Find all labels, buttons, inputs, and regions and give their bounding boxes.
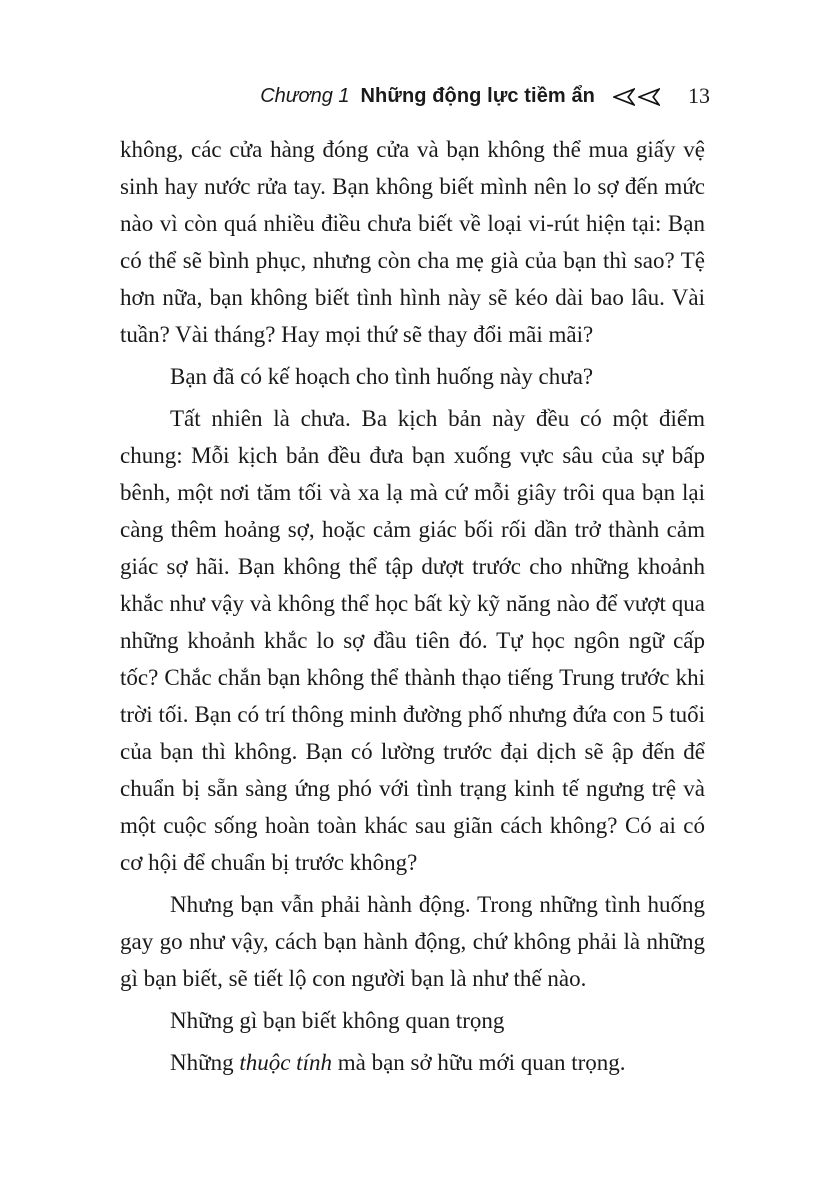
- text-run: Những: [170, 1050, 240, 1075]
- page-header: [260, 84, 710, 108]
- body-paragraph: Tất nhiên là chưa. Ba kịch bản này đều có một điểm chung: Mỗi kịch bản đều đưa bạn xuống vực sâu của sự bấp bênh, một nơi tăm tối và xa lạ mà cứ mỗi giây trôi qua bạn lại càng thêm hoảng sợ, hoặc cảm giác bối rối dần trở thành cảm giác sợ hãi. Bạn không thể tập dượt trước cho những khoảnh khắc như vậy và không thể học bất kỳ kỹ năng nào để vượt qua những khoảnh khắc lo sợ đầu tiên đó. Tự học ngôn ngữ cấp tốc? Chắc chắn bạn không thể thành thạo tiếng Trung trước khi trời tối. Bạn có trí thông minh đường phố nhưng đứa con 5 tuổi của bạn thì không. Bạn có lường trước đại dịch sẽ ập đến để chuẩn bị sẵn sàng ứng phó với tình trạng kinh tế ngưng trệ và một cuộc sống hoàn toàn khác sau giãn cách không? Có ai có cơ hội để chuẩn bị trước không?: [120, 406, 705, 875]
- italic-text-run: thuộc tính: [239, 1050, 332, 1075]
- body-paragraph: Bạn đã có kế hoạch cho tình huống này chưa?: [170, 364, 594, 389]
- body-paragraph: Nhưng bạn vẫn phải hành động. Trong những tình huống gay go như vậy, cách bạn hành động, chứ không phải là những gì bạn biết, sẽ tiết lộ con người bạn là như thế nào.: [120, 892, 705, 991]
- double-left-arrows-icon: [613, 88, 660, 106]
- body-paragraph: [120, 1044, 705, 1081]
- chapter-label: Chương 1: [260, 85, 350, 107]
- body-paragraph: không, các cửa hàng đóng cửa và bạn không thể mua giấy vệ sinh hay nước rửa tay. Bạn không biết mình nên lo sợ đến mức nào vì còn quá nhiều điều chưa biết về loại vi-rút hiện tại: Bạn có thể sẽ bình phục, nhưng còn cha mẹ già của bạn thì sao? Tệ hơn nữa, bạn không biết tình hình này sẽ kéo dài bao lâu. Vài tuần? Vài tháng? Hay mọi thứ sẽ thay đổi mãi mãi?: [120, 137, 705, 347]
- chapter-title: Những động lực tiềm ẩn: [360, 85, 595, 107]
- body-paragraph: Những gì bạn biết không quan trọng: [170, 1008, 505, 1033]
- page-number: 13: [688, 83, 710, 108]
- text-run: mà bạn sở hữu mới quan trọng.: [331, 1050, 626, 1075]
- body-text: [120, 131, 705, 1086]
